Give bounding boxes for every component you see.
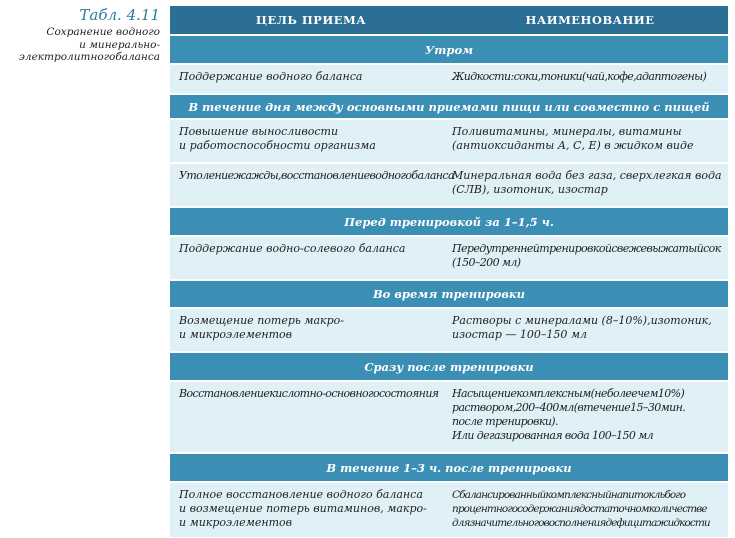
data-table bbox=[170, 6, 728, 537]
name-line: Насыщениекомплексным(неболеечем10%) bbox=[452, 387, 685, 400]
goal-cell bbox=[170, 242, 452, 274]
section-title: Во время тренировки bbox=[170, 281, 728, 307]
name-cell bbox=[452, 242, 728, 274]
goal-line: Полное восстановление водного баланса bbox=[179, 488, 423, 501]
name-line: Поливитамины, минералы, витамины bbox=[452, 125, 682, 138]
goal-line: Поддержание водно-солевого баланса bbox=[179, 242, 406, 255]
name-line: Минеральная вода без газа, сверхлегкая вода bbox=[452, 169, 722, 182]
table-description bbox=[0, 26, 160, 64]
table-row bbox=[170, 382, 728, 452]
name-line: Передутреннейтренировкойсвежевыжатыйсок bbox=[452, 242, 721, 255]
name-line: (СЛВ), изотоник, изостар bbox=[452, 183, 608, 196]
header-name: НАИМЕНОВАНИЕ bbox=[525, 13, 655, 27]
table-number: Табл. 4.11 bbox=[79, 6, 160, 24]
table-row bbox=[170, 237, 728, 279]
name-line: раствором,200–400мл(втечение15–30мин. bbox=[452, 401, 686, 414]
description-line: электролитногобаланса bbox=[19, 51, 160, 63]
section-title: Утром bbox=[170, 36, 728, 63]
table-row bbox=[170, 65, 728, 93]
name-cell bbox=[452, 125, 728, 157]
goal-cell bbox=[170, 70, 452, 88]
header-goal: ЦЕЛЬ ПРИЕМА bbox=[255, 13, 367, 27]
goal-cell bbox=[170, 125, 452, 157]
name-line: Сбалансированныйкомплексныйнапитокльбого bbox=[452, 489, 686, 501]
table-row bbox=[170, 309, 728, 351]
name-line: Растворы с минералами (8–10%),изотоник, bbox=[452, 314, 712, 327]
name-line: изостар — 100–150 мл bbox=[452, 328, 588, 341]
name-line: (150–200 мл) bbox=[452, 256, 521, 269]
name-line: длязначительноговосполнениядефицитажидкости bbox=[452, 517, 710, 529]
name-line: (антиоксиданты А, С, Е) в жидком виде bbox=[452, 139, 694, 152]
table-row bbox=[170, 483, 728, 537]
table-row bbox=[170, 120, 728, 162]
goal-line: Утолениежажды,восстановлениеводногобаланса bbox=[179, 169, 454, 182]
name-line: Или дегазированная вода 100–150 мл bbox=[452, 429, 654, 442]
section-title: В течение дня между основными приемами пищи или совместно с пищей bbox=[170, 95, 728, 118]
name-line: Жидкости:соки,тоники(чай,кофе,адаптогены) bbox=[452, 70, 707, 83]
section-title: В течение 1–3 ч. после тренировки bbox=[170, 454, 728, 481]
name-line: процентногосодержаниядостаточномколичестве bbox=[452, 503, 707, 515]
goal-line: Возмещение потерь макро- bbox=[179, 314, 344, 327]
section-title: Перед тренировкой за 1–1,5 ч. bbox=[170, 208, 728, 235]
table-caption bbox=[0, 6, 160, 64]
description-line: Сохранение водного bbox=[46, 26, 160, 38]
name-cell bbox=[452, 314, 728, 346]
name-cell bbox=[452, 488, 728, 532]
goal-line: Восстановлениекислотно-основногосостояния bbox=[179, 387, 439, 400]
goal-line: и микроэлементов bbox=[179, 328, 293, 341]
table-header bbox=[170, 6, 728, 34]
name-cell bbox=[452, 70, 728, 88]
name-cell bbox=[452, 169, 728, 201]
goal-line: Повышение выносливости bbox=[179, 125, 339, 138]
goal-cell bbox=[170, 169, 452, 201]
section-title: Сразу после тренировки bbox=[170, 353, 728, 380]
goal-cell bbox=[170, 387, 452, 447]
goal-line: и работоспособности организма bbox=[179, 139, 376, 152]
goal-line: и микроэлементов bbox=[179, 516, 293, 529]
goal-line: и возмещение потерь витаминов, макро- bbox=[179, 502, 427, 515]
goal-cell bbox=[170, 488, 452, 532]
goal-cell bbox=[170, 314, 452, 346]
description-line: и минерально- bbox=[79, 38, 160, 51]
goal-line: Поддержание водного баланса bbox=[179, 70, 363, 83]
name-cell bbox=[452, 387, 728, 447]
table-row bbox=[170, 164, 728, 206]
name-line: после тренировки). bbox=[452, 415, 558, 428]
